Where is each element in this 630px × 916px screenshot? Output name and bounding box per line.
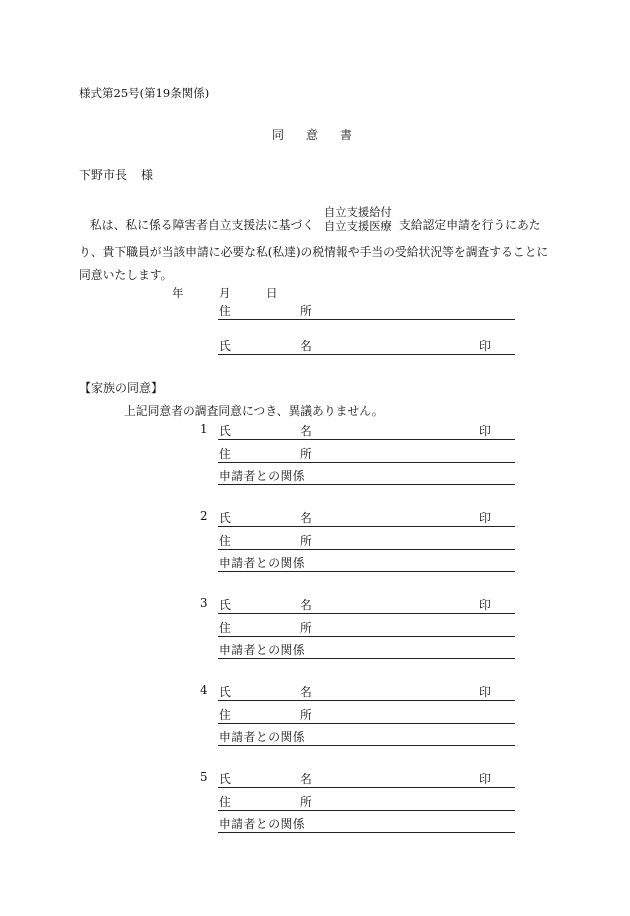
family-consent-statement: 上記同意者の調査同意につき、異議ありません。 <box>124 404 384 418</box>
field-label: 申請者との関係 <box>219 469 306 483</box>
field-label: 名 <box>300 772 312 786</box>
family-address-field[interactable] <box>218 619 515 637</box>
family-relation-field[interactable] <box>218 728 515 746</box>
consent-text-line1-start: 私は、私に係る障害者自立支援法に基づく <box>90 218 315 232</box>
field-label: 所 <box>300 447 312 461</box>
field-label: 氏 <box>219 511 231 525</box>
family-relation-field[interactable] <box>218 815 515 833</box>
seal-mark: 印 <box>479 772 491 786</box>
family-address-field[interactable] <box>218 793 515 811</box>
seal-mark: 印 <box>479 685 491 699</box>
addressee <box>79 166 153 183</box>
family-entry-number: 4 <box>200 683 208 697</box>
field-label: 名 <box>300 511 312 525</box>
field-label: 住 <box>219 304 231 318</box>
field-label: 所 <box>300 304 312 318</box>
date-month-label: 月 <box>219 286 231 300</box>
form-number: 様式第25号(第19条関係) <box>79 86 210 100</box>
field-label: 住 <box>219 621 231 635</box>
field-label: 申請者との関係 <box>219 730 306 744</box>
family-entry-number: 2 <box>200 509 208 523</box>
seal-mark: 印 <box>479 511 491 525</box>
field-label: 所 <box>300 795 312 809</box>
family-name-field[interactable] <box>218 770 515 788</box>
seal-mark: 印 <box>479 424 491 438</box>
seal-mark: 印 <box>479 598 491 612</box>
family-address-field[interactable] <box>218 532 515 550</box>
field-label: 住 <box>219 795 231 809</box>
field-label: 氏 <box>219 685 231 699</box>
family-address-field[interactable] <box>218 445 515 463</box>
applicant-name-field[interactable] <box>218 337 515 355</box>
family-consent-heading: 【家族の同意】 <box>79 381 164 395</box>
field-label: 所 <box>300 534 312 548</box>
field-label: 名 <box>300 339 312 353</box>
family-entry-number: 5 <box>200 770 208 784</box>
field-label: 申請者との関係 <box>219 817 306 831</box>
family-name-field[interactable] <box>218 422 515 440</box>
field-label: 名 <box>300 424 312 438</box>
field-label: 住 <box>219 708 231 722</box>
document-title: 同意書 <box>272 128 375 142</box>
field-label: 住 <box>219 534 231 548</box>
date-day-label: 日 <box>266 286 278 300</box>
field-label: 申請者との関係 <box>219 556 306 570</box>
consent-text-line2: り、貴下職員が当該申請に必要な私(私達)の税情報や手当の受給状況等を調査することに <box>79 245 549 259</box>
consent-text-line1-end: 支給認定申請を行うにあた <box>399 218 541 232</box>
family-relation-field[interactable] <box>218 641 515 659</box>
consent-text-line3: 同意いたします。 <box>79 268 173 282</box>
field-label: 申請者との関係 <box>219 643 306 657</box>
field-label: 所 <box>300 621 312 635</box>
addressee-honorific: 様 <box>141 168 154 182</box>
field-label: 氏 <box>219 772 231 786</box>
benefit-option-support-payment: 自立支援給付 <box>324 206 392 219</box>
field-label: 氏 <box>219 424 231 438</box>
field-label: 住 <box>219 447 231 461</box>
family-address-field[interactable] <box>218 706 515 724</box>
family-name-field[interactable] <box>218 509 515 527</box>
family-entry-number: 1 <box>200 422 208 436</box>
benefit-option-support-medical: 自立支援医療 <box>324 220 392 233</box>
family-name-field[interactable] <box>218 683 515 701</box>
benefit-type-options <box>324 206 392 234</box>
date-year-label: 年 <box>172 286 184 300</box>
seal-mark: 印 <box>479 339 491 353</box>
field-label: 所 <box>300 708 312 722</box>
addressee-name: 下野市長 <box>79 168 128 182</box>
field-label: 氏 <box>219 598 231 612</box>
field-label: 名 <box>300 598 312 612</box>
field-label: 名 <box>300 685 312 699</box>
family-entry-number: 3 <box>200 596 208 610</box>
family-relation-field[interactable] <box>218 467 515 485</box>
family-name-field[interactable] <box>218 596 515 614</box>
applicant-address-field[interactable] <box>218 302 515 320</box>
field-label: 氏 <box>219 339 231 353</box>
family-relation-field[interactable] <box>218 554 515 572</box>
